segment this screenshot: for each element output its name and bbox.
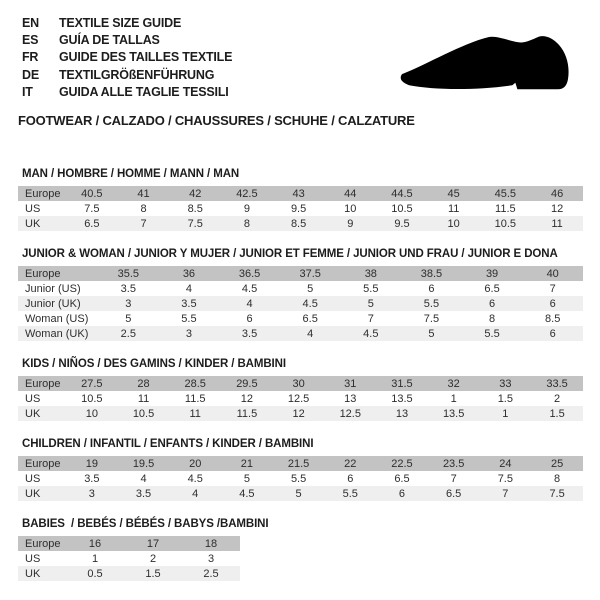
size-table <box>18 536 240 581</box>
section-title: MAN / HOMBRE / HOMME / MANN / MAN <box>22 168 240 181</box>
size-cell: 10 <box>344 202 357 215</box>
size-cell: 6.5 <box>394 472 410 485</box>
size-cell: 17 <box>146 537 160 550</box>
size-cell: 3.5 <box>120 282 136 295</box>
size-cell: 45 <box>447 187 460 200</box>
row-label: Europe <box>25 457 61 470</box>
size-cell: 44.5 <box>391 187 413 200</box>
size-cell: 3 <box>125 297 132 310</box>
size-cell: 4.5 <box>302 297 318 310</box>
table-row <box>18 216 583 231</box>
section-title: KIDS / NIÑOS / DES GAMINS / KINDER / BAMBINI <box>22 358 286 371</box>
size-cell: 4 <box>192 487 199 500</box>
size-cell: 38 <box>364 267 377 280</box>
size-cell: 4.5 <box>241 282 258 295</box>
size-cell: 7 <box>367 312 374 325</box>
table-row <box>18 186 583 201</box>
size-section <box>18 358 583 421</box>
row-label: US <box>25 202 41 215</box>
size-cell: 3 <box>88 487 95 500</box>
size-cell: 11 <box>447 202 460 215</box>
size-cell: 8 <box>243 217 250 230</box>
table-row <box>18 201 583 216</box>
size-cell: 37.5 <box>299 267 321 280</box>
size-cell: 5.5 <box>423 297 440 310</box>
size-cell: 3 <box>185 327 192 340</box>
size-cell: 4 <box>185 282 192 295</box>
language-label: TEXTILE SIZE GUIDE <box>59 15 182 30</box>
size-cell: 25 <box>550 457 564 470</box>
size-cell: 7 <box>549 282 556 295</box>
shoe-icon <box>399 33 571 93</box>
table-row <box>18 536 240 551</box>
size-cell: 6 <box>347 472 354 485</box>
size-cell: 36.5 <box>238 267 261 280</box>
row-label: UK <box>25 217 41 230</box>
language-code: EN <box>22 15 39 30</box>
row-label: Europe <box>25 187 61 200</box>
table-row <box>18 486 583 501</box>
size-cell: 9 <box>347 217 354 230</box>
table-row <box>18 281 583 296</box>
size-cell: 1 <box>502 407 509 420</box>
language-label: GUÍA DE TALLAS <box>59 32 160 47</box>
table-row <box>18 296 583 311</box>
table-row <box>18 456 583 471</box>
size-cell: 19.5 <box>132 457 155 470</box>
size-cell: 13.5 <box>391 392 413 405</box>
size-cell: 5 <box>295 487 302 500</box>
table-row <box>18 326 583 341</box>
table-row <box>18 376 583 391</box>
size-cell: 3.5 <box>135 487 152 500</box>
table-row <box>18 311 583 326</box>
size-cell: 8.5 <box>545 312 561 325</box>
size-cell: 36 <box>182 267 196 280</box>
size-cell: 1 <box>450 392 457 405</box>
size-cell: 1.5 <box>497 392 513 405</box>
size-cell: 4.5 <box>187 472 203 485</box>
size-cell: 12.5 <box>287 392 310 405</box>
size-cell: 22 <box>344 457 357 470</box>
size-cell: 10 <box>85 407 98 420</box>
size-cell: 5 <box>307 282 314 295</box>
size-cell: 9.5 <box>290 202 307 215</box>
size-cell: 24 <box>499 457 512 470</box>
language-label: GUIDE DES TAILLES TEXTILE <box>59 50 233 65</box>
row-label: US <box>25 472 41 485</box>
size-cell: 7.5 <box>187 217 203 230</box>
size-cell: 13.5 <box>442 407 465 420</box>
size-cell: 31 <box>344 377 357 390</box>
size-cell: 11.5 <box>236 407 258 420</box>
size-table <box>18 266 583 341</box>
size-cell: 6.5 <box>302 312 318 325</box>
size-cell: 40.5 <box>81 187 103 200</box>
size-cell: 11 <box>551 217 563 230</box>
size-cell: 10.5 <box>494 217 517 230</box>
row-label: UK <box>25 487 41 500</box>
size-cell: 42 <box>189 187 202 200</box>
size-cell: 4 <box>140 472 147 485</box>
size-cell: 6 <box>489 297 496 310</box>
size-cell: 38.5 <box>420 267 443 280</box>
size-cell: 40 <box>546 267 559 280</box>
size-cell: 12.5 <box>339 407 361 420</box>
size-cell: 42.5 <box>236 187 258 200</box>
size-cell: 2.5 <box>203 567 219 580</box>
size-cell: 4 <box>307 327 314 340</box>
size-cell: 7 <box>140 217 147 230</box>
language-label: TEXTILGRÖßENFÜHRUNG <box>59 67 215 82</box>
size-cell: 19 <box>85 457 98 470</box>
size-cell: 5 <box>125 312 132 325</box>
size-cell: 29.5 <box>236 377 258 390</box>
size-cell: 7.5 <box>423 312 440 325</box>
size-cell: 23.5 <box>442 457 465 470</box>
size-cell: 22.5 <box>391 457 413 470</box>
language-code: IT <box>22 84 33 99</box>
table-row <box>18 406 583 421</box>
size-cell: 7 <box>502 487 509 500</box>
size-cell: 12 <box>292 407 305 420</box>
size-section <box>18 168 583 231</box>
size-cell: 7.5 <box>549 487 565 500</box>
row-label: Europe <box>25 537 61 550</box>
size-cell: 10.5 <box>81 392 103 405</box>
row-label: US <box>25 392 41 405</box>
size-cell: 16 <box>88 537 102 550</box>
size-cell: 7 <box>450 472 457 485</box>
size-cell: 32 <box>447 377 460 390</box>
size-cell: 5.5 <box>342 487 358 500</box>
size-cell: 10 <box>447 217 460 230</box>
size-cell: 5 <box>367 297 374 310</box>
size-cell: 27.5 <box>81 377 103 390</box>
size-cell: 7.5 <box>84 202 100 215</box>
size-cell: 6 <box>549 327 556 340</box>
language-row <box>22 14 583 31</box>
size-cell: 3.5 <box>181 297 197 310</box>
size-cell: 5.5 <box>363 282 379 295</box>
size-cell: 10.5 <box>391 202 413 215</box>
size-cell: 4 <box>246 297 253 310</box>
size-table <box>18 456 583 501</box>
size-cell: 21 <box>240 457 254 470</box>
size-cell: 4.5 <box>363 327 379 340</box>
size-table <box>18 186 583 231</box>
size-cell: 35.5 <box>117 267 140 280</box>
language-label: GUIDA ALLE TAGLIE TESSILI <box>59 84 229 99</box>
category-heading: FOOTWEAR / CALZADO / CHAUSSURES / SCHUHE / CALZATURE <box>18 113 415 129</box>
size-cell: 33 <box>499 377 512 390</box>
row-label: Europe <box>25 267 61 280</box>
size-cell: 11 <box>137 392 150 405</box>
row-label: US <box>25 552 41 565</box>
size-cell: 44 <box>344 187 357 200</box>
size-cell: 12 <box>240 392 254 405</box>
row-label: UK <box>25 407 41 420</box>
size-cell: 20 <box>189 457 202 470</box>
size-cell: 7.5 <box>497 472 513 485</box>
size-cell: 11.5 <box>495 202 516 215</box>
size-tables <box>18 168 583 581</box>
size-cell: 41 <box>137 187 150 200</box>
size-cell: 8.5 <box>290 217 307 230</box>
size-cell: 6.5 <box>446 487 462 500</box>
table-row <box>18 471 583 486</box>
size-cell: 6 <box>246 312 253 325</box>
section-title: CHILDREN / INFANTIL / ENFANTS / KINDER / BAMBINI <box>22 438 314 451</box>
row-label: Woman (US) <box>25 312 89 325</box>
row-label: UK <box>25 567 41 580</box>
row-label: Woman (UK) <box>25 327 89 340</box>
size-cell: 12 <box>550 202 564 215</box>
size-cell: 43 <box>292 187 305 200</box>
size-cell: 13 <box>344 392 357 405</box>
row-label: Europe <box>25 377 61 390</box>
row-label: Junior (US) <box>25 282 81 295</box>
section-title: BABIES / BEBÉS / BÉBÉS / BABYS /BAMBINI <box>22 518 269 531</box>
size-cell: 5.5 <box>484 327 500 340</box>
size-section <box>18 438 583 501</box>
row-label: Junior (UK) <box>25 297 81 310</box>
size-cell: 6 <box>428 282 435 295</box>
size-cell: 1.5 <box>145 567 161 580</box>
language-code: DE <box>22 67 39 82</box>
size-cell: 46 <box>550 187 564 200</box>
size-cell: 31.5 <box>391 377 413 390</box>
size-cell: 13 <box>395 407 409 420</box>
size-cell: 9.5 <box>394 217 410 230</box>
size-cell: 6.5 <box>84 217 100 230</box>
size-cell: 3.5 <box>241 327 258 340</box>
size-cell: 1 <box>91 552 99 565</box>
size-cell: 3.5 <box>84 472 100 485</box>
table-row <box>18 551 240 566</box>
size-cell: 3 <box>207 552 215 565</box>
language-code: FR <box>22 50 39 65</box>
size-cell: 11 <box>189 407 201 420</box>
size-cell: 5.5 <box>181 312 197 325</box>
size-cell: 10.5 <box>132 407 155 420</box>
size-cell: 6 <box>398 487 406 500</box>
size-cell: 0.5 <box>87 567 103 580</box>
size-cell: 39 <box>485 267 499 280</box>
table-row <box>18 266 583 281</box>
size-cell: 28.5 <box>184 377 206 390</box>
table-row <box>18 566 240 581</box>
size-cell: 11.5 <box>184 392 206 405</box>
size-cell: 5.5 <box>290 472 307 485</box>
size-cell: 8 <box>140 202 147 215</box>
size-cell: 2 <box>149 552 157 565</box>
size-cell: 2 <box>554 392 561 405</box>
size-cell: 18 <box>204 537 218 550</box>
size-section <box>18 248 583 341</box>
size-table <box>18 376 583 421</box>
size-section <box>18 518 583 581</box>
size-cell: 30 <box>292 377 305 390</box>
size-cell: 4.5 <box>239 487 255 500</box>
size-cell: 8 <box>554 472 561 485</box>
size-cell: 1.5 <box>549 407 565 420</box>
size-cell: 6 <box>549 297 556 310</box>
size-cell: 8.5 <box>187 202 203 215</box>
section-title: JUNIOR & WOMAN / JUNIOR Y MUJER / JUNIOR ET FEMME / JUNIOR UND FRAU / JUNIOR E DONA <box>22 248 558 261</box>
size-cell: 28 <box>137 377 150 390</box>
size-cell: 33.5 <box>546 377 568 390</box>
language-code: ES <box>22 32 39 47</box>
size-cell: 5 <box>428 327 435 340</box>
size-cell: 5 <box>243 472 250 485</box>
size-cell: 2.5 <box>120 327 136 340</box>
size-cell: 8 <box>489 312 496 325</box>
size-cell: 6.5 <box>484 282 500 295</box>
size-cell: 45.5 <box>494 187 517 200</box>
size-cell: 21.5 <box>287 457 310 470</box>
table-row <box>18 391 583 406</box>
size-cell: 9 <box>243 202 250 215</box>
